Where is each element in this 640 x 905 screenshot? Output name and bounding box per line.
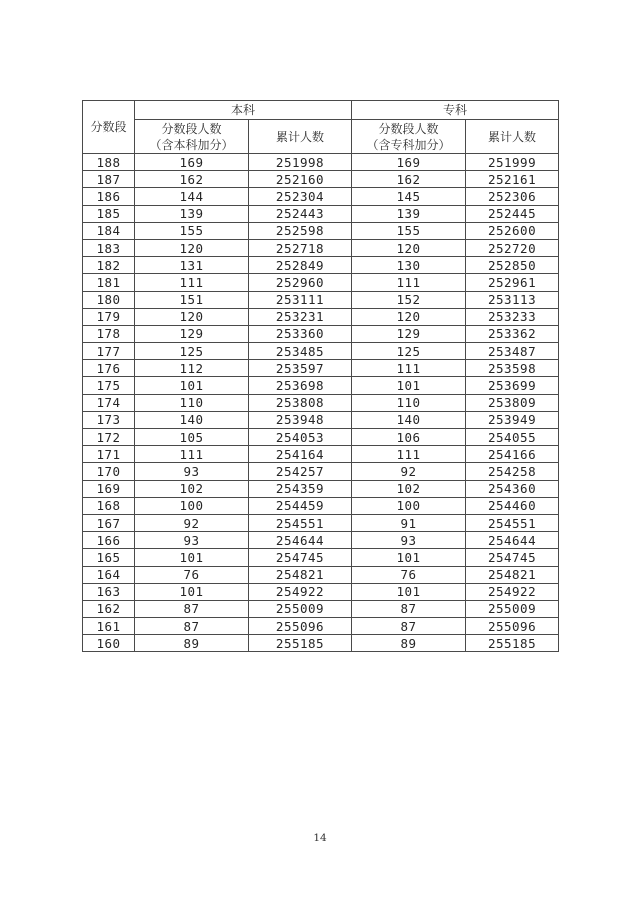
table-row xyxy=(83,274,559,291)
ug-count-cell: 101 xyxy=(135,549,249,566)
ug-count-cell: 101 xyxy=(135,583,249,600)
score-cell: 172 xyxy=(83,429,135,446)
score-cell: 187 xyxy=(83,171,135,188)
jc-count-cell: 111 xyxy=(352,274,466,291)
ug-cumulative-cell: 254359 xyxy=(249,480,352,497)
jc-count-cell: 139 xyxy=(352,205,466,222)
ug-cumulative-cell: 253485 xyxy=(249,343,352,360)
score-cell: 177 xyxy=(83,343,135,360)
jc-cumulative-cell: 255185 xyxy=(466,635,559,652)
table-row xyxy=(83,222,559,239)
ug-cumulative-cell: 254164 xyxy=(249,446,352,463)
ug-cumulative-cell: 252443 xyxy=(249,205,352,222)
jc-count-cell: 155 xyxy=(352,222,466,239)
jc-cumulative-cell: 254551 xyxy=(466,514,559,531)
score-cell: 167 xyxy=(83,514,135,531)
score-cell: 170 xyxy=(83,463,135,480)
ug-cumulative-cell: 252598 xyxy=(249,222,352,239)
jc-cumulative-cell: 252306 xyxy=(466,188,559,205)
table-row xyxy=(83,257,559,274)
jc-count-cell: 92 xyxy=(352,463,466,480)
ug-cumulative-cell: 255096 xyxy=(249,618,352,635)
ug-cumulative-cell: 252960 xyxy=(249,274,352,291)
ug-count-cell: 125 xyxy=(135,343,249,360)
table-row xyxy=(83,429,559,446)
jc-count-cell: 111 xyxy=(352,360,466,377)
ug-count-cell: 89 xyxy=(135,635,249,652)
score-cell: 162 xyxy=(83,600,135,617)
ug-cumulative-cell: 254053 xyxy=(249,429,352,446)
table-row xyxy=(83,600,559,617)
score-distribution-table xyxy=(82,100,559,652)
header-ug-segment-count xyxy=(135,120,249,154)
jc-cumulative-cell: 253809 xyxy=(466,394,559,411)
jc-cumulative-cell: 254460 xyxy=(466,497,559,514)
jc-cumulative-cell: 253598 xyxy=(466,360,559,377)
ug-cumulative-cell: 253948 xyxy=(249,411,352,428)
score-cell: 184 xyxy=(83,222,135,239)
table-row xyxy=(83,394,559,411)
ug-count-cell: 110 xyxy=(135,394,249,411)
table-row xyxy=(83,308,559,325)
table-row xyxy=(83,618,559,635)
ug-count-cell: 111 xyxy=(135,274,249,291)
jc-cumulative-cell: 254821 xyxy=(466,566,559,583)
jc-count-cell: 100 xyxy=(352,497,466,514)
header-jc-segment-count-line2: （含专科加分） xyxy=(366,137,451,152)
ug-cumulative-cell: 254644 xyxy=(249,532,352,549)
table-row xyxy=(83,480,559,497)
jc-count-cell: 162 xyxy=(352,171,466,188)
jc-count-cell: 101 xyxy=(352,377,466,394)
ug-cumulative-cell: 255009 xyxy=(249,600,352,617)
jc-cumulative-cell: 255009 xyxy=(466,600,559,617)
jc-cumulative-cell: 255096 xyxy=(466,618,559,635)
ug-count-cell: 151 xyxy=(135,291,249,308)
ug-cumulative-cell: 255185 xyxy=(249,635,352,652)
jc-count-cell: 120 xyxy=(352,308,466,325)
ug-cumulative-cell: 253808 xyxy=(249,394,352,411)
table-row xyxy=(83,566,559,583)
score-cell: 179 xyxy=(83,308,135,325)
header-row-columns xyxy=(83,120,559,154)
header-score-segment: 分数段 xyxy=(83,101,135,154)
jc-count-cell: 101 xyxy=(352,583,466,600)
table-row xyxy=(83,205,559,222)
jc-count-cell: 93 xyxy=(352,532,466,549)
ug-count-cell: 144 xyxy=(135,188,249,205)
ug-cumulative-cell: 251998 xyxy=(249,154,352,171)
ug-cumulative-cell: 252718 xyxy=(249,239,352,256)
ug-count-cell: 101 xyxy=(135,377,249,394)
ug-cumulative-cell: 253698 xyxy=(249,377,352,394)
ug-cumulative-cell: 254821 xyxy=(249,566,352,583)
header-row-groups xyxy=(83,101,559,120)
ug-cumulative-cell: 253597 xyxy=(249,360,352,377)
table-row xyxy=(83,583,559,600)
ug-count-cell: 111 xyxy=(135,446,249,463)
table-row xyxy=(83,446,559,463)
ug-cumulative-cell: 253111 xyxy=(249,291,352,308)
jc-count-cell: 111 xyxy=(352,446,466,463)
ug-count-cell: 87 xyxy=(135,618,249,635)
ug-cumulative-cell: 254459 xyxy=(249,497,352,514)
jc-cumulative-cell: 254258 xyxy=(466,463,559,480)
score-cell: 183 xyxy=(83,239,135,256)
jc-count-cell: 110 xyxy=(352,394,466,411)
jc-cumulative-cell: 254644 xyxy=(466,532,559,549)
ug-count-cell: 105 xyxy=(135,429,249,446)
ug-count-cell: 112 xyxy=(135,360,249,377)
jc-count-cell: 106 xyxy=(352,429,466,446)
jc-cumulative-cell: 253362 xyxy=(466,325,559,342)
score-cell: 164 xyxy=(83,566,135,583)
jc-cumulative-cell: 253233 xyxy=(466,308,559,325)
table-row xyxy=(83,343,559,360)
score-cell: 182 xyxy=(83,257,135,274)
ug-count-cell: 120 xyxy=(135,239,249,256)
ug-count-cell: 93 xyxy=(135,532,249,549)
ug-cumulative-cell: 253360 xyxy=(249,325,352,342)
header-ug-segment-count-line2: （含本科加分） xyxy=(149,137,234,152)
jc-count-cell: 129 xyxy=(352,325,466,342)
score-cell: 165 xyxy=(83,549,135,566)
ug-count-cell: 100 xyxy=(135,497,249,514)
ug-count-cell: 120 xyxy=(135,308,249,325)
jc-cumulative-cell: 253949 xyxy=(466,411,559,428)
score-cell: 188 xyxy=(83,154,135,171)
jc-cumulative-cell: 252445 xyxy=(466,205,559,222)
page-number: 14 xyxy=(313,832,327,844)
table-row xyxy=(83,497,559,514)
jc-count-cell: 87 xyxy=(352,600,466,617)
table-row xyxy=(83,635,559,652)
jc-cumulative-cell: 252720 xyxy=(466,239,559,256)
jc-count-cell: 169 xyxy=(352,154,466,171)
jc-cumulative-cell: 254922 xyxy=(466,583,559,600)
score-cell: 160 xyxy=(83,635,135,652)
jc-count-cell: 76 xyxy=(352,566,466,583)
score-cell: 175 xyxy=(83,377,135,394)
table-row xyxy=(83,360,559,377)
jc-count-cell: 87 xyxy=(352,618,466,635)
jc-cumulative-cell: 254166 xyxy=(466,446,559,463)
ug-count-cell: 102 xyxy=(135,480,249,497)
jc-cumulative-cell: 253699 xyxy=(466,377,559,394)
ug-cumulative-cell: 253231 xyxy=(249,308,352,325)
jc-cumulative-cell: 252161 xyxy=(466,171,559,188)
jc-count-cell: 101 xyxy=(352,549,466,566)
score-cell: 181 xyxy=(83,274,135,291)
jc-cumulative-cell: 253113 xyxy=(466,291,559,308)
table-row xyxy=(83,171,559,188)
score-cell: 186 xyxy=(83,188,135,205)
ug-cumulative-cell: 254257 xyxy=(249,463,352,480)
header-ug-cumulative: 累计人数 xyxy=(249,120,352,154)
jc-cumulative-cell: 252850 xyxy=(466,257,559,274)
ug-count-cell: 139 xyxy=(135,205,249,222)
score-cell: 180 xyxy=(83,291,135,308)
score-cell: 168 xyxy=(83,497,135,514)
table-row xyxy=(83,532,559,549)
score-cell: 173 xyxy=(83,411,135,428)
table-row xyxy=(83,188,559,205)
score-cell: 166 xyxy=(83,532,135,549)
jc-count-cell: 140 xyxy=(352,411,466,428)
score-cell: 176 xyxy=(83,360,135,377)
jc-count-cell: 125 xyxy=(352,343,466,360)
table-row xyxy=(83,549,559,566)
header-ug-segment-count-line1: 分数段人数 xyxy=(161,121,222,136)
header-jc-segment-count xyxy=(352,120,466,154)
header-jc-cumulative: 累计人数 xyxy=(466,120,559,154)
ug-count-cell: 155 xyxy=(135,222,249,239)
ug-cumulative-cell: 254922 xyxy=(249,583,352,600)
table-row xyxy=(83,514,559,531)
ug-count-cell: 76 xyxy=(135,566,249,583)
jc-count-cell: 152 xyxy=(352,291,466,308)
jc-count-cell: 89 xyxy=(352,635,466,652)
ug-count-cell: 93 xyxy=(135,463,249,480)
ug-cumulative-cell: 254745 xyxy=(249,549,352,566)
ug-cumulative-cell: 252849 xyxy=(249,257,352,274)
ug-count-cell: 162 xyxy=(135,171,249,188)
ug-cumulative-cell: 254551 xyxy=(249,514,352,531)
ug-count-cell: 129 xyxy=(135,325,249,342)
header-junior-college: 专科 xyxy=(352,101,559,120)
score-cell: 171 xyxy=(83,446,135,463)
jc-count-cell: 120 xyxy=(352,239,466,256)
ug-count-cell: 169 xyxy=(135,154,249,171)
table-row xyxy=(83,463,559,480)
header-jc-segment-count-line1: 分数段人数 xyxy=(378,121,439,136)
jc-count-cell: 145 xyxy=(352,188,466,205)
ug-cumulative-cell: 252304 xyxy=(249,188,352,205)
table-row xyxy=(83,325,559,342)
jc-count-cell: 91 xyxy=(352,514,466,531)
jc-cumulative-cell: 251999 xyxy=(466,154,559,171)
jc-cumulative-cell: 254055 xyxy=(466,429,559,446)
header-undergraduate: 本科 xyxy=(135,101,352,120)
score-cell: 161 xyxy=(83,618,135,635)
jc-count-cell: 102 xyxy=(352,480,466,497)
score-cell: 163 xyxy=(83,583,135,600)
ug-cumulative-cell: 252160 xyxy=(249,171,352,188)
ug-count-cell: 131 xyxy=(135,257,249,274)
ug-count-cell: 92 xyxy=(135,514,249,531)
table-row xyxy=(83,154,559,171)
table-row xyxy=(83,291,559,308)
jc-count-cell: 130 xyxy=(352,257,466,274)
table-row xyxy=(83,377,559,394)
score-cell: 174 xyxy=(83,394,135,411)
score-cell: 185 xyxy=(83,205,135,222)
ug-count-cell: 87 xyxy=(135,600,249,617)
jc-cumulative-cell: 254360 xyxy=(466,480,559,497)
jc-cumulative-cell: 254745 xyxy=(466,549,559,566)
score-cell: 178 xyxy=(83,325,135,342)
table-row xyxy=(83,411,559,428)
score-cell: 169 xyxy=(83,480,135,497)
table-row xyxy=(83,239,559,256)
jc-cumulative-cell: 252961 xyxy=(466,274,559,291)
jc-cumulative-cell: 253487 xyxy=(466,343,559,360)
jc-cumulative-cell: 252600 xyxy=(466,222,559,239)
ug-count-cell: 140 xyxy=(135,411,249,428)
